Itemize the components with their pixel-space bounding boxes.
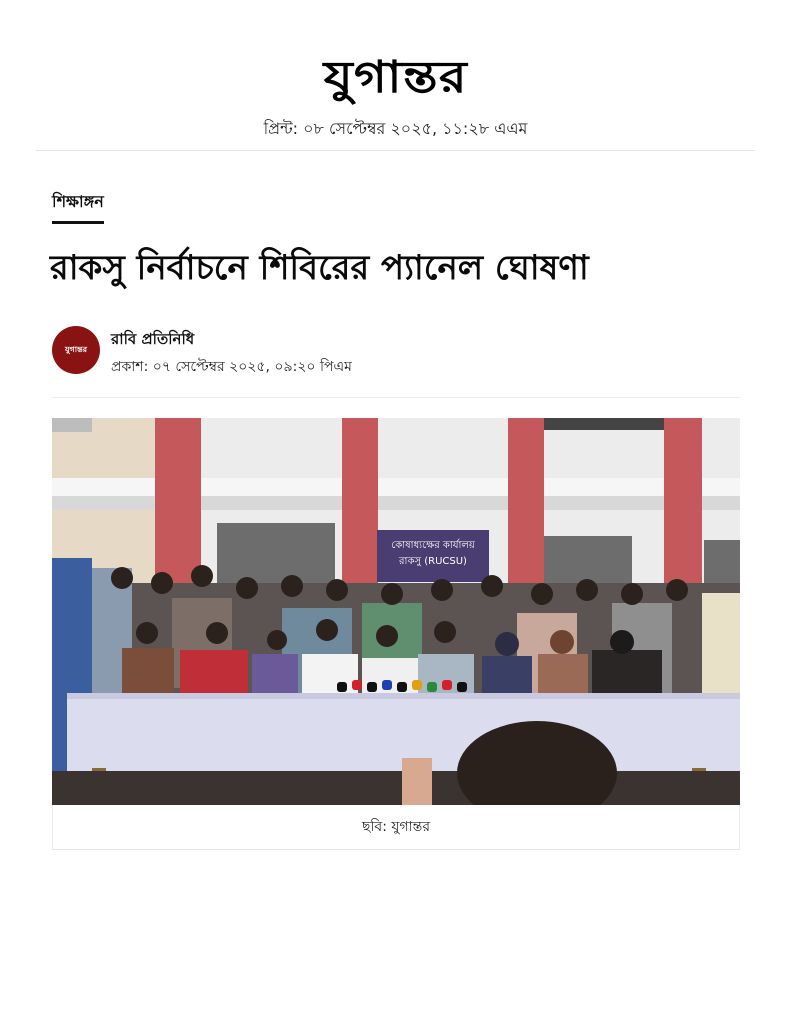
header-divider (36, 150, 755, 151)
office-sign-line1: কোষাধ্যক্ষের কার্যালয় (391, 540, 475, 551)
article-headline: রাকসু নির্বাচনে শিবিরের প্যানেল ঘোষণা (50, 248, 589, 288)
photo-caption: ছবি: যুগান্তর (52, 805, 740, 850)
masthead (0, 50, 791, 106)
author-name: রাবি প্রতিনিধি (111, 330, 195, 348)
office-sign-line2: রাকসু (RUCSU) (399, 556, 467, 567)
print-timestamp: প্রিন্ট: ০৮ সেপ্টেম্বর ২০২৫, ১১:২৮ এএম (263, 119, 528, 138)
byline-divider (52, 397, 740, 398)
published-date: প্রকাশ: ০৭ সেপ্টেম্বর ২০২৫, ০৯:২০ পিএম (111, 359, 352, 375)
category-label[interactable]: শিক্ষাঙ্গন (52, 189, 104, 224)
author-avatar: যুগান্তর (52, 326, 100, 374)
article-photo (52, 418, 740, 805)
site-logo[interactable]: যুগান্তর (323, 52, 468, 103)
